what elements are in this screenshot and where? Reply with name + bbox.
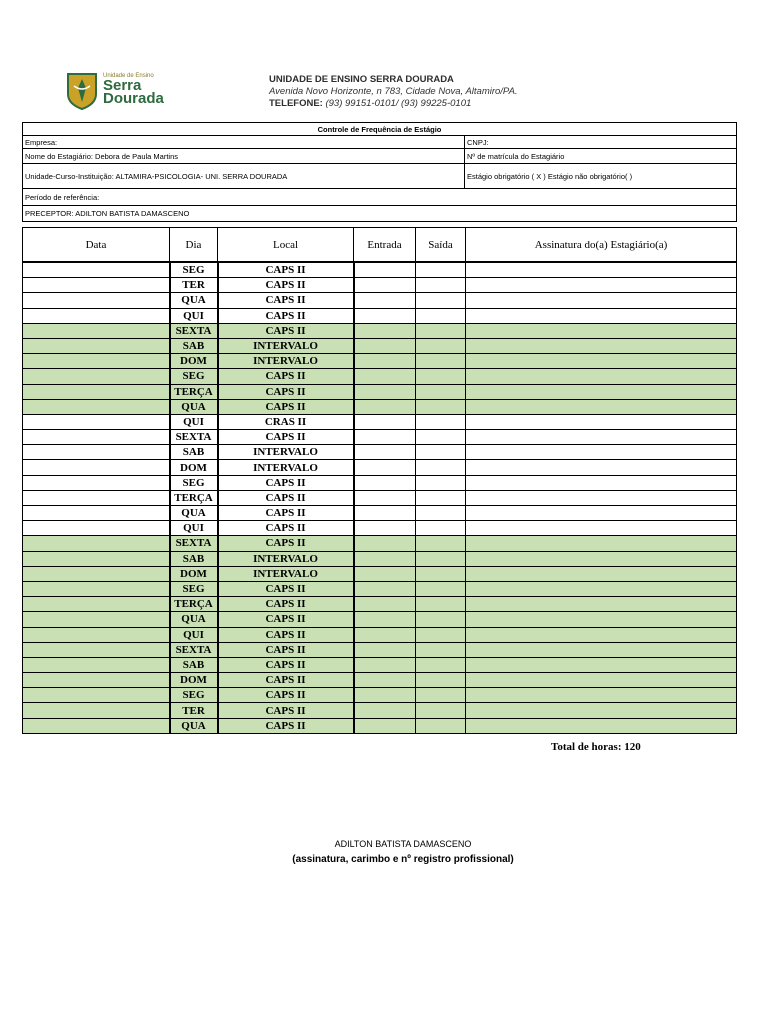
preceptor-field: PRECEPTOR: ADILTON BATISTA DAMASCENO — [23, 206, 737, 222]
entry-time-cell[interactable] — [354, 293, 416, 308]
location-cell: CAPS II — [218, 262, 354, 278]
signature-cell[interactable] — [466, 354, 737, 369]
exit-time-cell[interactable] — [416, 414, 466, 429]
signature-cell[interactable] — [466, 460, 737, 475]
day-cell: QUI — [170, 627, 218, 642]
form-title: Controle de Frequência de Estágio — [23, 123, 737, 136]
logo-wordmark — [103, 79, 164, 105]
exit-time-cell[interactable] — [416, 521, 466, 536]
school-address: Avenida Novo Horizonte, n 783, Cidade Nova, Altamiro/PA. — [269, 86, 518, 97]
location-cell: CAPS II — [218, 293, 354, 308]
signature-cell[interactable] — [466, 673, 737, 688]
unit-label: Unidade-Curso-Instituição: — [25, 171, 114, 181]
signature-cell[interactable] — [466, 369, 737, 384]
location-cell: CAPS II — [218, 521, 354, 536]
table-row — [23, 460, 737, 475]
internship-info-table — [22, 122, 737, 222]
signature-cell[interactable] — [466, 506, 737, 521]
date-cell[interactable] — [23, 627, 170, 642]
entry-time-cell[interactable] — [354, 369, 416, 384]
date-cell[interactable] — [23, 688, 170, 703]
exit-time-cell[interactable] — [416, 354, 466, 369]
col-header-assinatura: Assinatura do(a) Estagiário(a) — [466, 228, 737, 263]
table-row — [23, 338, 737, 353]
exit-time-cell[interactable] — [416, 566, 466, 581]
date-cell[interactable] — [23, 490, 170, 505]
entry-time-cell[interactable] — [354, 551, 416, 566]
table-row — [23, 308, 737, 323]
table-row — [23, 642, 737, 657]
day-cell: QUI — [170, 308, 218, 323]
entry-time-cell[interactable] — [354, 536, 416, 551]
location-cell: INTERVALO — [218, 551, 354, 566]
school-logo-icon — [66, 72, 98, 110]
table-row — [23, 475, 737, 490]
day-cell: QUI — [170, 521, 218, 536]
location-cell: CAPS II — [218, 369, 354, 384]
date-cell[interactable] — [23, 718, 170, 733]
signature-cell[interactable] — [466, 323, 737, 338]
date-cell[interactable] — [23, 430, 170, 445]
entry-time-cell[interactable] — [354, 414, 416, 429]
location-cell: CAPS II — [218, 703, 354, 718]
table-row — [23, 369, 737, 384]
cnpj-field: CNPJ: — [465, 136, 737, 149]
empresa-field: Empresa: — [23, 136, 465, 149]
school-info — [269, 74, 518, 110]
table-row — [23, 703, 737, 718]
day-cell: SEXTA — [170, 536, 218, 551]
signature-cell[interactable] — [466, 597, 737, 612]
exit-time-cell[interactable] — [416, 718, 466, 733]
intern-name-value: Debora de Paula Martins — [95, 151, 179, 161]
day-cell: DOM — [170, 566, 218, 581]
exit-time-cell[interactable] — [416, 293, 466, 308]
table-row — [23, 551, 737, 566]
entry-time-cell[interactable] — [354, 445, 416, 460]
date-cell[interactable] — [23, 612, 170, 627]
entry-time-cell[interactable] — [354, 703, 416, 718]
date-cell[interactable] — [23, 338, 170, 353]
internship-type-field: Estágio obrigatório ( X ) Estágio não obrigatório( ) — [465, 164, 737, 189]
date-cell[interactable] — [23, 308, 170, 323]
signature-cell[interactable] — [466, 612, 737, 627]
signature-cell[interactable] — [466, 536, 737, 551]
location-cell: CAPS II — [218, 612, 354, 627]
day-cell: DOM — [170, 460, 218, 475]
location-cell: CAPS II — [218, 430, 354, 445]
location-cell: CAPS II — [218, 673, 354, 688]
table-row — [23, 627, 737, 642]
table-row — [23, 354, 737, 369]
entry-time-cell[interactable] — [354, 673, 416, 688]
signature-cell[interactable] — [466, 657, 737, 672]
entry-time-cell[interactable] — [354, 597, 416, 612]
location-cell: CAPS II — [218, 278, 354, 293]
location-cell: CAPS II — [218, 490, 354, 505]
table-row — [23, 581, 737, 596]
date-cell[interactable] — [23, 323, 170, 338]
signature-cell[interactable] — [466, 293, 737, 308]
date-cell[interactable] — [23, 414, 170, 429]
attendance-header-row — [23, 228, 737, 263]
exit-time-cell[interactable] — [416, 642, 466, 657]
exit-time-cell[interactable] — [416, 262, 466, 278]
exit-time-cell[interactable] — [416, 323, 466, 338]
date-cell[interactable] — [23, 354, 170, 369]
exit-time-cell[interactable] — [416, 597, 466, 612]
location-cell: INTERVALO — [218, 566, 354, 581]
entry-time-cell[interactable] — [354, 323, 416, 338]
signature-description: (assinatura, carimbo e nº registro profissional) — [292, 854, 514, 865]
date-cell[interactable] — [23, 703, 170, 718]
date-cell[interactable] — [23, 369, 170, 384]
signature-cell[interactable] — [466, 278, 737, 293]
signature-cell[interactable] — [466, 581, 737, 596]
day-cell: QUA — [170, 612, 218, 627]
intern-name-field — [23, 149, 465, 164]
date-cell[interactable] — [23, 642, 170, 657]
exit-time-cell[interactable] — [416, 612, 466, 627]
table-row — [23, 445, 737, 460]
entry-time-cell[interactable] — [354, 688, 416, 703]
day-cell: TERÇA — [170, 490, 218, 505]
table-row — [23, 293, 737, 308]
phone-label: TELEFONE: — [269, 98, 323, 109]
exit-time-cell[interactable] — [416, 278, 466, 293]
location-cell: CAPS II — [218, 506, 354, 521]
exit-time-cell[interactable] — [416, 430, 466, 445]
location-cell: INTERVALO — [218, 338, 354, 353]
col-header-data: Data — [23, 228, 170, 263]
entry-time-cell[interactable] — [354, 627, 416, 642]
day-cell: TERÇA — [170, 384, 218, 399]
day-cell: SEXTA — [170, 323, 218, 338]
attendance-rows — [23, 262, 737, 733]
location-cell: INTERVALO — [218, 445, 354, 460]
logo-line-2: Dourada — [103, 90, 164, 107]
entry-time-cell[interactable] — [354, 718, 416, 733]
day-cell: QUI — [170, 414, 218, 429]
day-cell: SEG — [170, 262, 218, 278]
table-row — [23, 612, 737, 627]
date-cell[interactable] — [23, 521, 170, 536]
location-cell: CRAS II — [218, 414, 354, 429]
day-cell: SEG — [170, 369, 218, 384]
day-cell: SEXTA — [170, 430, 218, 445]
date-cell[interactable] — [23, 278, 170, 293]
date-cell[interactable] — [23, 506, 170, 521]
logo-line-1: Serra — [103, 77, 142, 94]
table-row — [23, 521, 737, 536]
exit-time-cell[interactable] — [416, 688, 466, 703]
location-cell: INTERVALO — [218, 460, 354, 475]
entry-time-cell[interactable] — [354, 354, 416, 369]
day-cell: QUA — [170, 718, 218, 733]
table-row — [23, 657, 737, 672]
location-cell: CAPS II — [218, 718, 354, 733]
date-cell[interactable] — [23, 566, 170, 581]
location-cell: CAPS II — [218, 475, 354, 490]
date-cell[interactable] — [23, 551, 170, 566]
date-cell[interactable] — [23, 581, 170, 596]
date-cell[interactable] — [23, 460, 170, 475]
location-cell: CAPS II — [218, 323, 354, 338]
signature-cell[interactable] — [466, 262, 737, 278]
entry-time-cell[interactable] — [354, 262, 416, 278]
location-cell: CAPS II — [218, 657, 354, 672]
signature-cell[interactable] — [466, 627, 737, 642]
logo-caption: Unidade de Ensino — [103, 73, 154, 79]
table-row — [23, 384, 737, 399]
col-header-entrada: Entrada — [354, 228, 416, 263]
day-cell: DOM — [170, 673, 218, 688]
entry-time-cell[interactable] — [354, 612, 416, 627]
exit-time-cell[interactable] — [416, 445, 466, 460]
date-cell[interactable] — [23, 399, 170, 414]
day-cell: SAB — [170, 551, 218, 566]
exit-time-cell[interactable] — [416, 490, 466, 505]
exit-time-cell[interactable] — [416, 551, 466, 566]
entry-time-cell[interactable] — [354, 384, 416, 399]
signature-cell[interactable] — [466, 445, 737, 460]
table-row — [23, 597, 737, 612]
exit-time-cell[interactable] — [416, 627, 466, 642]
date-cell[interactable] — [23, 475, 170, 490]
signature-cell[interactable] — [466, 308, 737, 323]
total-hours: Total de horas: 120 — [551, 741, 641, 753]
table-row — [23, 688, 737, 703]
exit-time-cell[interactable] — [416, 536, 466, 551]
entry-time-cell[interactable] — [354, 521, 416, 536]
signature-cell[interactable] — [466, 688, 737, 703]
day-cell: SEG — [170, 688, 218, 703]
col-header-saida: Saída — [416, 228, 466, 263]
signature-cell[interactable] — [466, 566, 737, 581]
location-cell: CAPS II — [218, 308, 354, 323]
signature-cell[interactable] — [466, 490, 737, 505]
exit-time-cell[interactable] — [416, 506, 466, 521]
location-cell: CAPS II — [218, 688, 354, 703]
col-header-local: Local — [218, 228, 354, 263]
entry-time-cell[interactable] — [354, 506, 416, 521]
exit-time-cell[interactable] — [416, 673, 466, 688]
signature-cell[interactable] — [466, 551, 737, 566]
date-cell[interactable] — [23, 445, 170, 460]
date-cell[interactable] — [23, 657, 170, 672]
location-cell: CAPS II — [218, 581, 354, 596]
unit-value: ALTAMIRA-PSICOLOGIA- UNI. SERRA DOURADA — [115, 171, 288, 181]
signature-cell[interactable] — [466, 414, 737, 429]
entry-time-cell[interactable] — [354, 475, 416, 490]
school-phone — [269, 98, 518, 110]
attendance-table — [22, 227, 737, 734]
exit-time-cell[interactable] — [416, 460, 466, 475]
date-cell[interactable] — [23, 673, 170, 688]
signature-cell[interactable] — [466, 430, 737, 445]
signature-cell[interactable] — [466, 642, 737, 657]
exit-time-cell[interactable] — [416, 703, 466, 718]
col-header-dia: Dia — [170, 228, 218, 263]
signature-cell[interactable] — [466, 399, 737, 414]
exit-time-cell[interactable] — [416, 338, 466, 353]
date-cell[interactable] — [23, 597, 170, 612]
entry-time-cell[interactable] — [354, 338, 416, 353]
signature-cell[interactable] — [466, 718, 737, 733]
table-row — [23, 262, 737, 278]
enrollment-field: Nº de matrícula do Estagiário — [465, 149, 737, 164]
date-cell[interactable] — [23, 536, 170, 551]
location-cell: CAPS II — [218, 627, 354, 642]
day-cell: TER — [170, 278, 218, 293]
phone-numbers: (93) 99151-0101/ (93) 99225-0101 — [325, 98, 472, 109]
table-row — [23, 323, 737, 338]
location-cell: CAPS II — [218, 384, 354, 399]
date-cell[interactable] — [23, 262, 170, 278]
day-cell: DOM — [170, 354, 218, 369]
location-cell: CAPS II — [218, 399, 354, 414]
day-cell: SAB — [170, 445, 218, 460]
table-row — [23, 414, 737, 429]
exit-time-cell[interactable] — [416, 657, 466, 672]
date-cell[interactable] — [23, 384, 170, 399]
preceptor-signature-name: ADILTON BATISTA DAMASCENO — [334, 839, 472, 849]
day-cell: QUA — [170, 399, 218, 414]
entry-time-cell[interactable] — [354, 460, 416, 475]
exit-time-cell[interactable] — [416, 384, 466, 399]
reference-period-field: Período de referência: — [23, 189, 737, 206]
entry-time-cell[interactable] — [354, 581, 416, 596]
exit-time-cell[interactable] — [416, 369, 466, 384]
table-row — [23, 673, 737, 688]
day-cell: TER — [170, 703, 218, 718]
table-row — [23, 536, 737, 551]
exit-time-cell[interactable] — [416, 399, 466, 414]
table-row — [23, 506, 737, 521]
table-row — [23, 430, 737, 445]
day-cell: SEXTA — [170, 642, 218, 657]
location-cell: CAPS II — [218, 642, 354, 657]
signature-cell[interactable] — [466, 338, 737, 353]
signature-cell[interactable] — [466, 703, 737, 718]
day-cell: SEG — [170, 475, 218, 490]
day-cell: TERÇA — [170, 597, 218, 612]
entry-time-cell[interactable] — [354, 566, 416, 581]
table-row — [23, 399, 737, 414]
signature-cell[interactable] — [466, 384, 737, 399]
exit-time-cell[interactable] — [416, 581, 466, 596]
signature-cell[interactable] — [466, 521, 737, 536]
day-cell: QUA — [170, 506, 218, 521]
entry-time-cell[interactable] — [354, 430, 416, 445]
entry-time-cell[interactable] — [354, 657, 416, 672]
entry-time-cell[interactable] — [354, 308, 416, 323]
day-cell: SEG — [170, 581, 218, 596]
location-cell: CAPS II — [218, 597, 354, 612]
day-cell: SAB — [170, 338, 218, 353]
unit-field — [23, 164, 465, 189]
table-row — [23, 278, 737, 293]
school-name: UNIDADE DE ENSINO SERRA DOURADA — [269, 74, 454, 85]
table-row — [23, 718, 737, 733]
entry-time-cell[interactable] — [354, 278, 416, 293]
signature-cell[interactable] — [466, 475, 737, 490]
entry-time-cell[interactable] — [354, 399, 416, 414]
table-row — [23, 490, 737, 505]
entry-time-cell[interactable] — [354, 490, 416, 505]
entry-time-cell[interactable] — [354, 642, 416, 657]
exit-time-cell[interactable] — [416, 308, 466, 323]
day-cell: QUA — [170, 293, 218, 308]
table-row — [23, 566, 737, 581]
intern-name-label: Nome do Estagiário: — [25, 151, 93, 161]
location-cell: INTERVALO — [218, 354, 354, 369]
day-cell: SAB — [170, 657, 218, 672]
date-cell[interactable] — [23, 293, 170, 308]
location-cell: CAPS II — [218, 536, 354, 551]
exit-time-cell[interactable] — [416, 475, 466, 490]
